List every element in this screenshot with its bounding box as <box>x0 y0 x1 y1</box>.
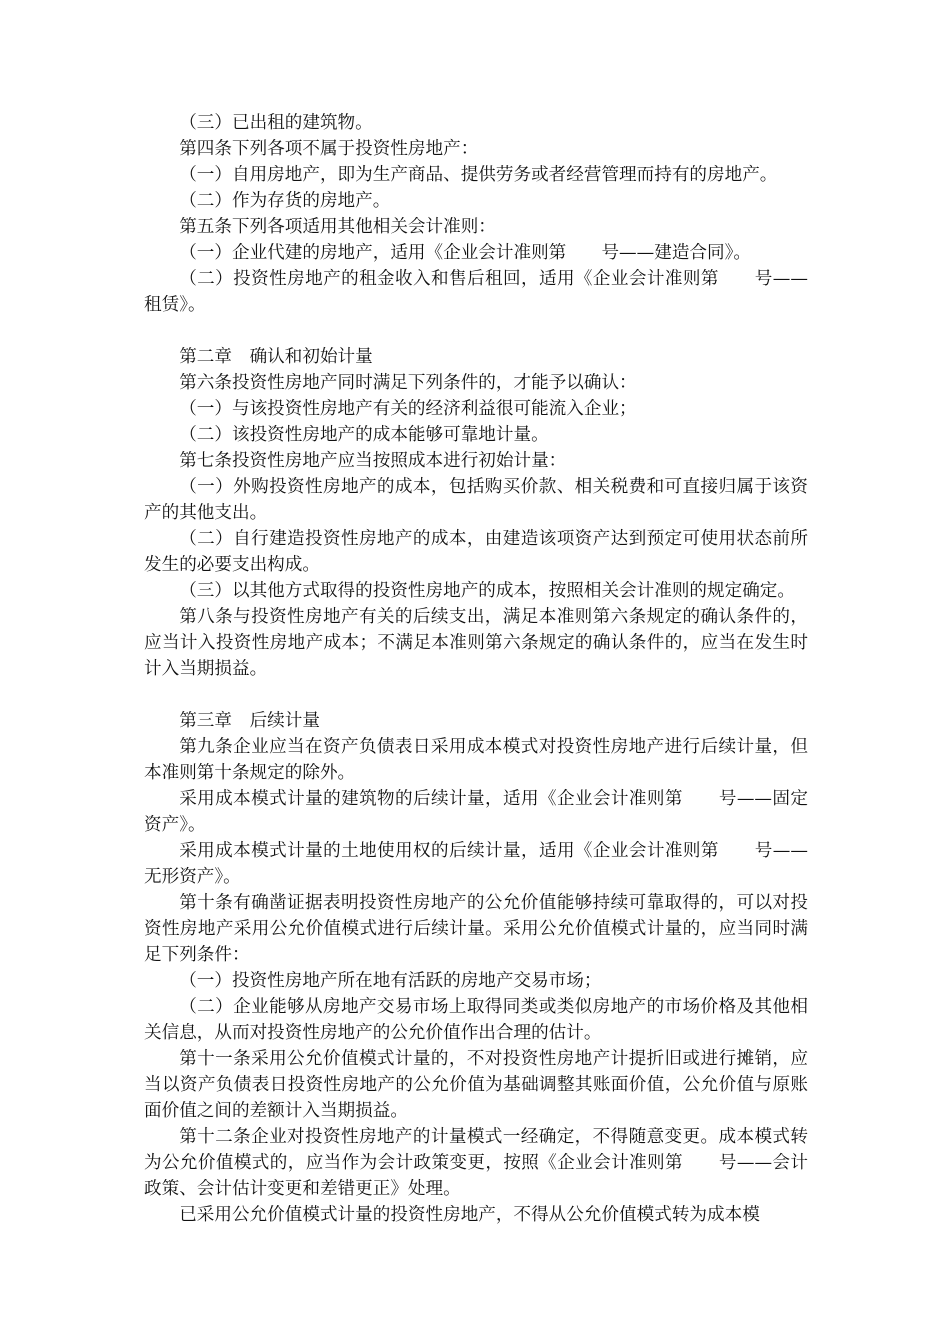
article-10: 第十条有确凿证据表明投资性房地产的公允价值能够持续可靠取得的，可以对投资性房地产采用公允价值模式进行后续计量。采用公允价值模式计量的，应当同时满足下列条件： <box>144 893 808 965</box>
article-8: 第八条与投资性房地产有关的后续支出，满足本准则第六条规定的确认条件的，应当计入投资性房地产成本；不满足本准则第六条规定的确认条件的，应当在发生时计入当期损益。 <box>144 607 808 679</box>
chapter-3-title: 第三章 后续计量 <box>179 711 320 731</box>
article-10-item-1: （一）投资性房地产所在地有活跃的房地产交易市场； <box>179 971 602 991</box>
article-9: 第九条企业应当在资产负债表日采用成本模式对投资性房地产进行后续计量，但本准则第十条规定的除外。 <box>144 737 808 783</box>
document-body <box>144 110 808 1228</box>
article-6-heading: 第六条投资性房地产同时满足下列条件的，才能予以确认： <box>179 373 637 393</box>
article-4-item-2: （二）作为存货的房地产。 <box>179 191 391 211</box>
article-4-heading: 第四条下列各项不属于投资性房地产： <box>179 139 479 159</box>
article-7-item-2: （二）自行建造投资性房地产的成本，由建造该项资产达到预定可使用状态前所发生的必要支出构成。 <box>144 529 808 575</box>
article-7-heading: 第七条投资性房地产应当按照成本进行初始计量： <box>179 451 567 471</box>
article-5-heading: 第五条下列各项适用其他相关会计准则： <box>179 217 496 237</box>
article-5-item-2: （二）投资性房地产的租金收入和售后租回，适用《企业会计准则第 号——租赁》。 <box>144 269 808 315</box>
article-6-item-2: （二）该投资性房地产的成本能够可靠地计量。 <box>179 425 549 445</box>
article-12: 第十二条企业对投资性房地产的计量模式一经确定，不得随意变更。成本模式转为公允价值模式的，应当作为会计政策变更，按照《企业会计准则第 号——会计政策、会计估计变更和差错更正》处理。 <box>144 1127 808 1199</box>
chapter-2-title: 第二章 确认和初始计量 <box>179 347 373 367</box>
article-11: 第十一条采用公允价值模式计量的，不对投资性房地产计提折旧或进行摊销，应当以资产负债表日投资性房地产的公允价值为基础调整其账面价值，公允价值与原账面价值之间的差额计入当期损益。 <box>144 1049 808 1121</box>
article-9-land-use-rights: 采用成本模式计量的土地使用权的后续计量，适用《企业会计准则第 号——无形资产》。 <box>144 841 808 887</box>
clause-item-3-leased-buildings: （三）已出租的建筑物。 <box>179 113 373 133</box>
article-7-item-3: （三）以其他方式取得的投资性房地产的成本，按照相关会计准则的规定确定。 <box>179 581 795 601</box>
article-7-item-1: （一）外购投资性房地产的成本，包括购买价款、相关税费和可直接归属于该资产的其他支出。 <box>144 477 808 523</box>
article-5-item-1: （一）企业代建的房地产，适用《企业会计准则第 号——建造合同》。 <box>179 243 751 263</box>
article-6-item-1: （一）与该投资性房地产有关的经济利益很可能流入企业； <box>179 399 637 419</box>
article-10-item-2: （二）企业能够从房地产交易市场上取得同类或类似房地产的市场价格及其他相关信息，从而对投资性房地产的公允价值作出合理的估计。 <box>144 997 808 1043</box>
article-4-item-1: （一）自用房地产，即为生产商品、提供劳务或者经营管理而持有的房地产。 <box>179 165 778 185</box>
article-12-continued: 已采用公允价值模式计量的投资性房地产，不得从公允价值模式转为成本模 <box>179 1205 760 1225</box>
article-9-buildings: 采用成本模式计量的建筑物的后续计量，适用《企业会计准则第 号——固定资产》。 <box>144 789 808 835</box>
